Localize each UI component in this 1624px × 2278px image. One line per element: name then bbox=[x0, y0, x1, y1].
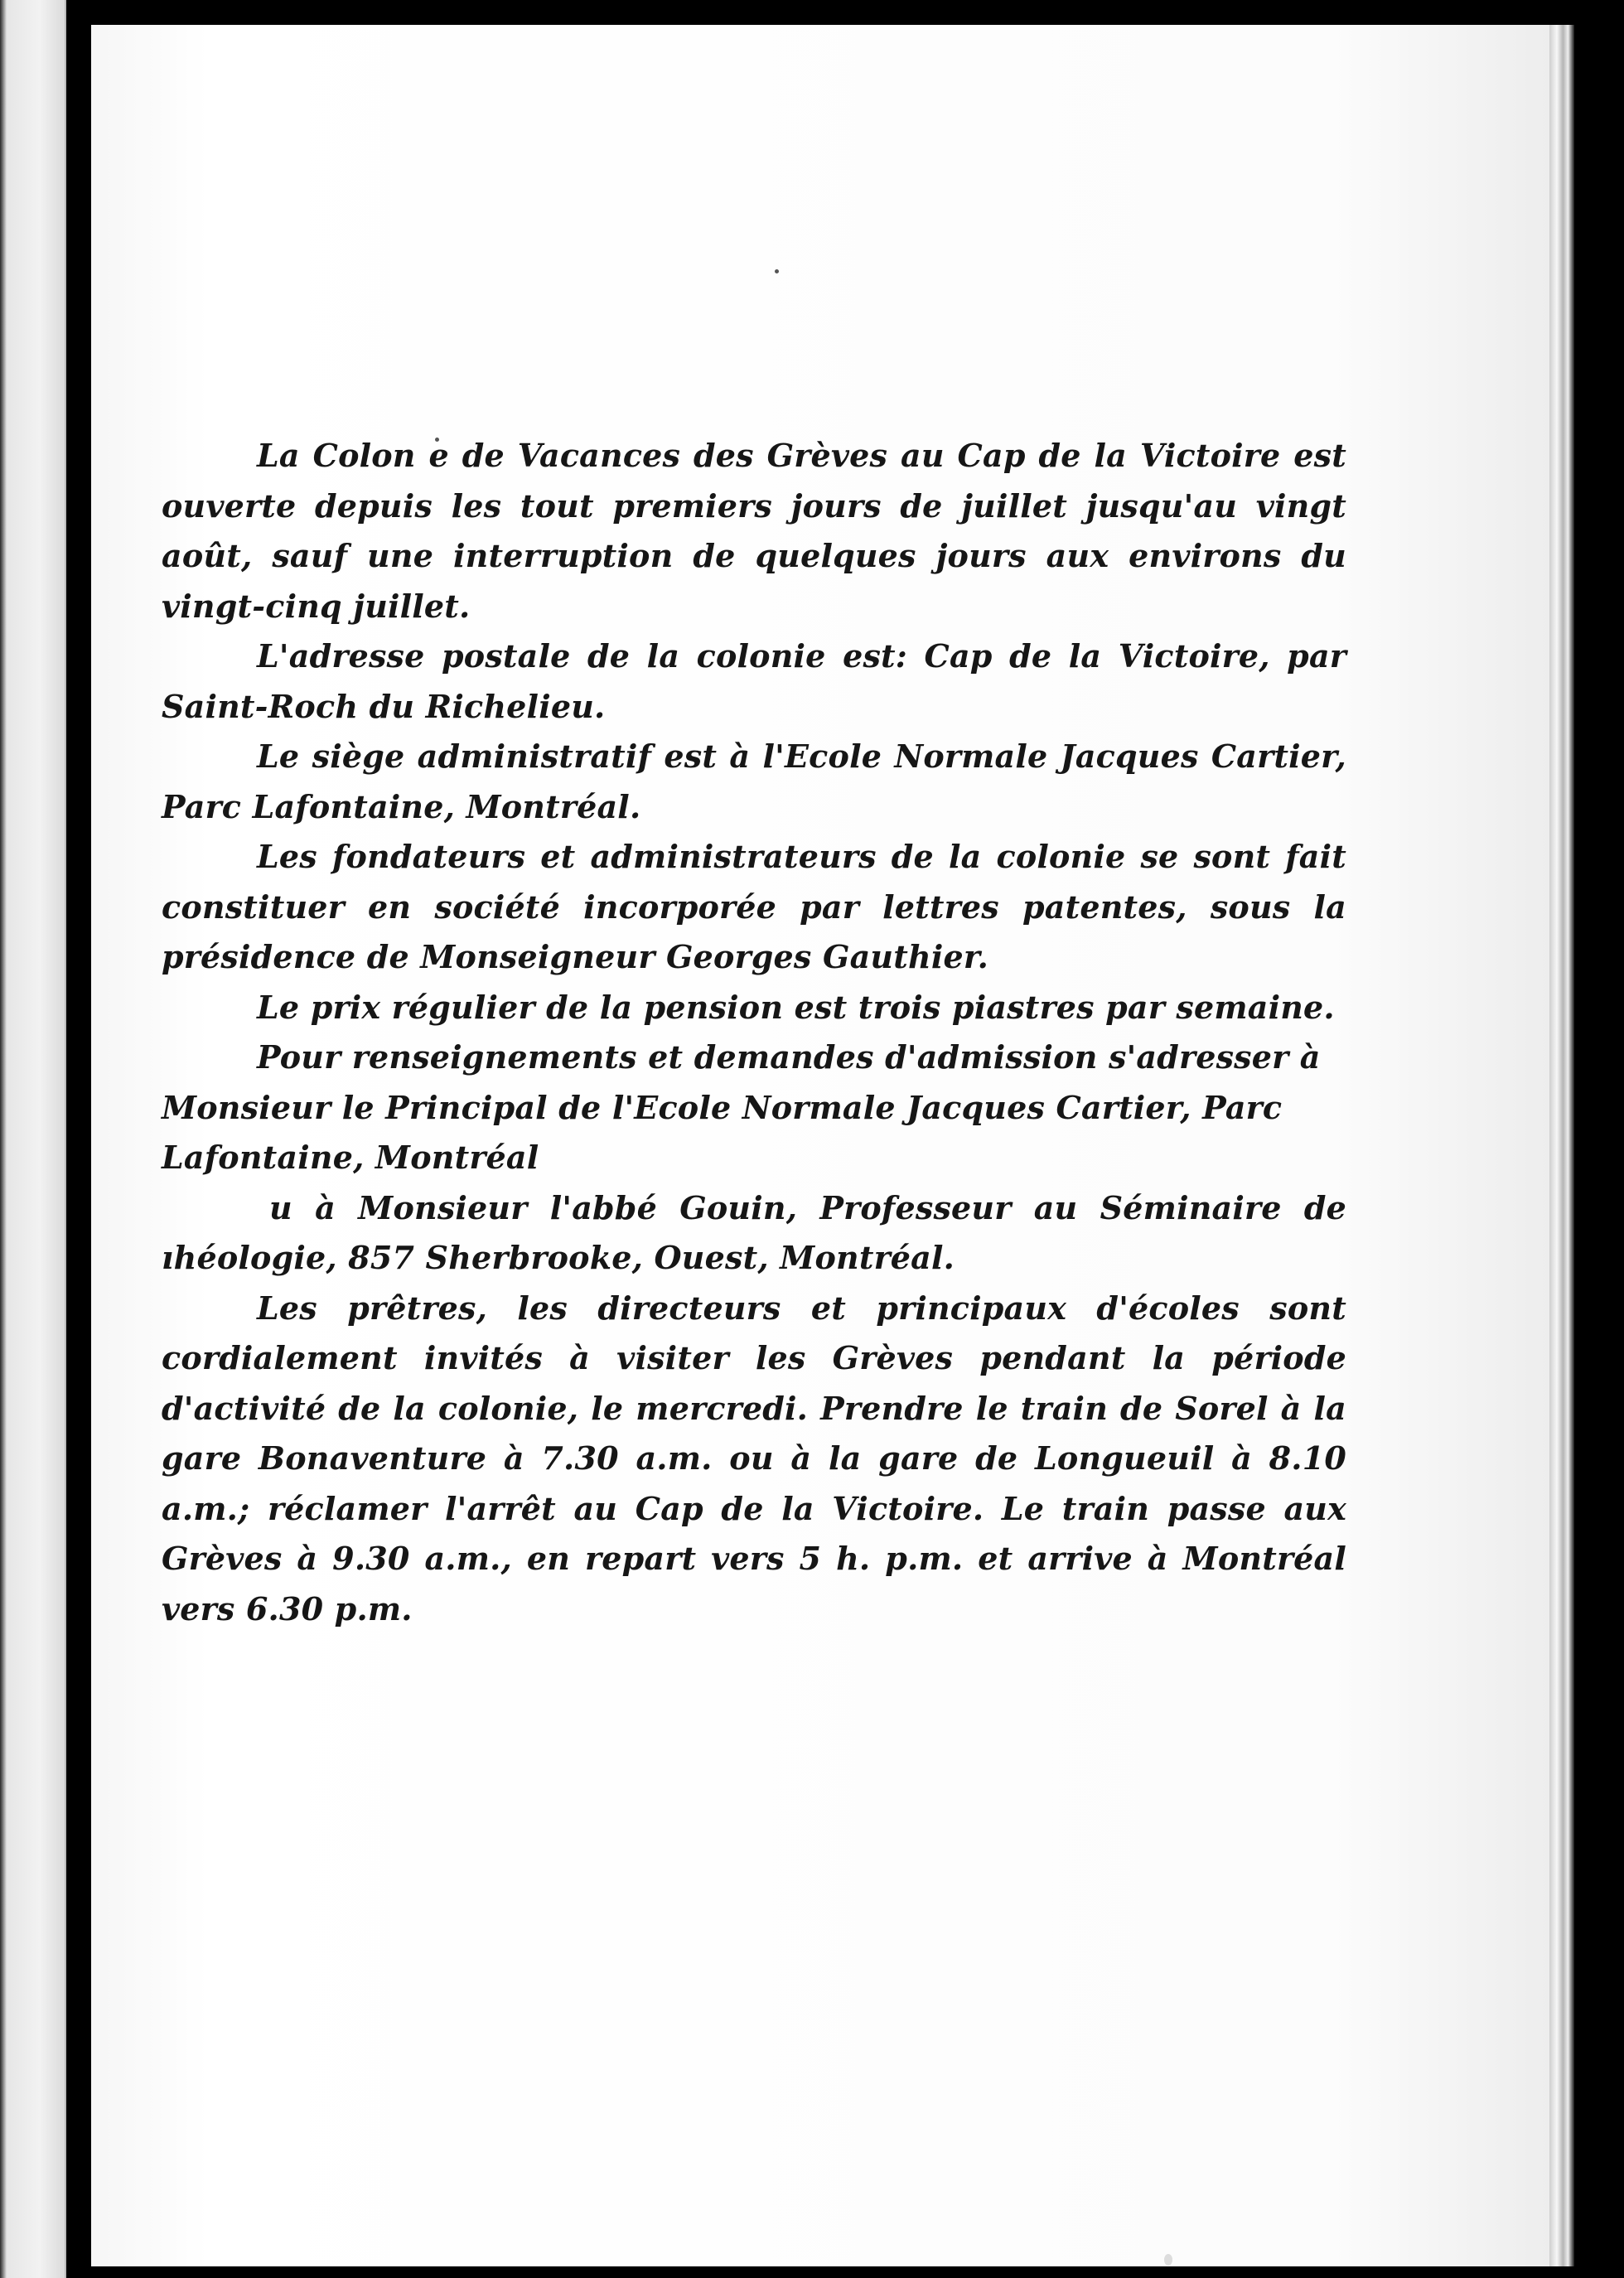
paragraph-founders: Les fondateurs et administrateurs de la colonie se sont fait constituer en société incorporée par lettres patentes, sous la présidence de Monseigneur Georges Gauthier. bbox=[162, 838, 1346, 975]
paragraph-visiting-info: Les prêtres, les directeurs et principaux d'écoles sont cordialement invités à visiter les Grèves pendant la période d'activité de la colonie, le mercredi. Prendre le train de Sorel à la gare Bonaventure à 7.30 a.m. ou à la gare de Longueuil à 8.10 a.m.; réclamer l'arrêt au Cap de la Victoire. Le train passe aux Grèves à 9.30 a.m., en repart vers 5 h. p.m. et arrive à Montréal vers 6.30 p.m. bbox=[162, 1289, 1346, 1627]
body-text bbox=[162, 431, 1346, 1634]
speck bbox=[1164, 2254, 1172, 2266]
previous-page-edge bbox=[0, 0, 66, 2278]
paragraph-information-contact: Pour renseignements et demandes d'admission s'adresser à Monsieur le Principal de l'Ecole Normale Jacques Cartier, Parc Lafontaine, Montréal bbox=[162, 1038, 1321, 1176]
speck bbox=[775, 269, 779, 273]
page-right-edge bbox=[1549, 25, 1574, 2266]
paragraph-administrative-seat: Le siège administratif est à l'Ecole Normale Jacques Cartier, Parc Lafontaine, Montréal. bbox=[162, 738, 1346, 825]
paragraph-postal-address: L'adresse postale de la colonie est: Cap de la Victoire, par Saint-Roch du Richelieu. bbox=[162, 637, 1346, 725]
paragraph-alternate-contact: u à Monsieur l'abbé Gouin, Professeur au Séminaire de ıhéologie, 857 Sherbrooke, Ouest, Montréal. bbox=[162, 1188, 1346, 1276]
paragraph-pension-price: Le prix régulier de la pension est trois piastres par semaine. bbox=[257, 988, 1335, 1026]
paragraph-colony-dates: La Colon e de Vacances des Grèves au Cap de la Victoire est ouverte depuis les tout premiers jours de juillet jusqu'au vingt août, sauf une interruption de quelques jours aux environs du vingt-cinq juillet. bbox=[162, 437, 1346, 625]
